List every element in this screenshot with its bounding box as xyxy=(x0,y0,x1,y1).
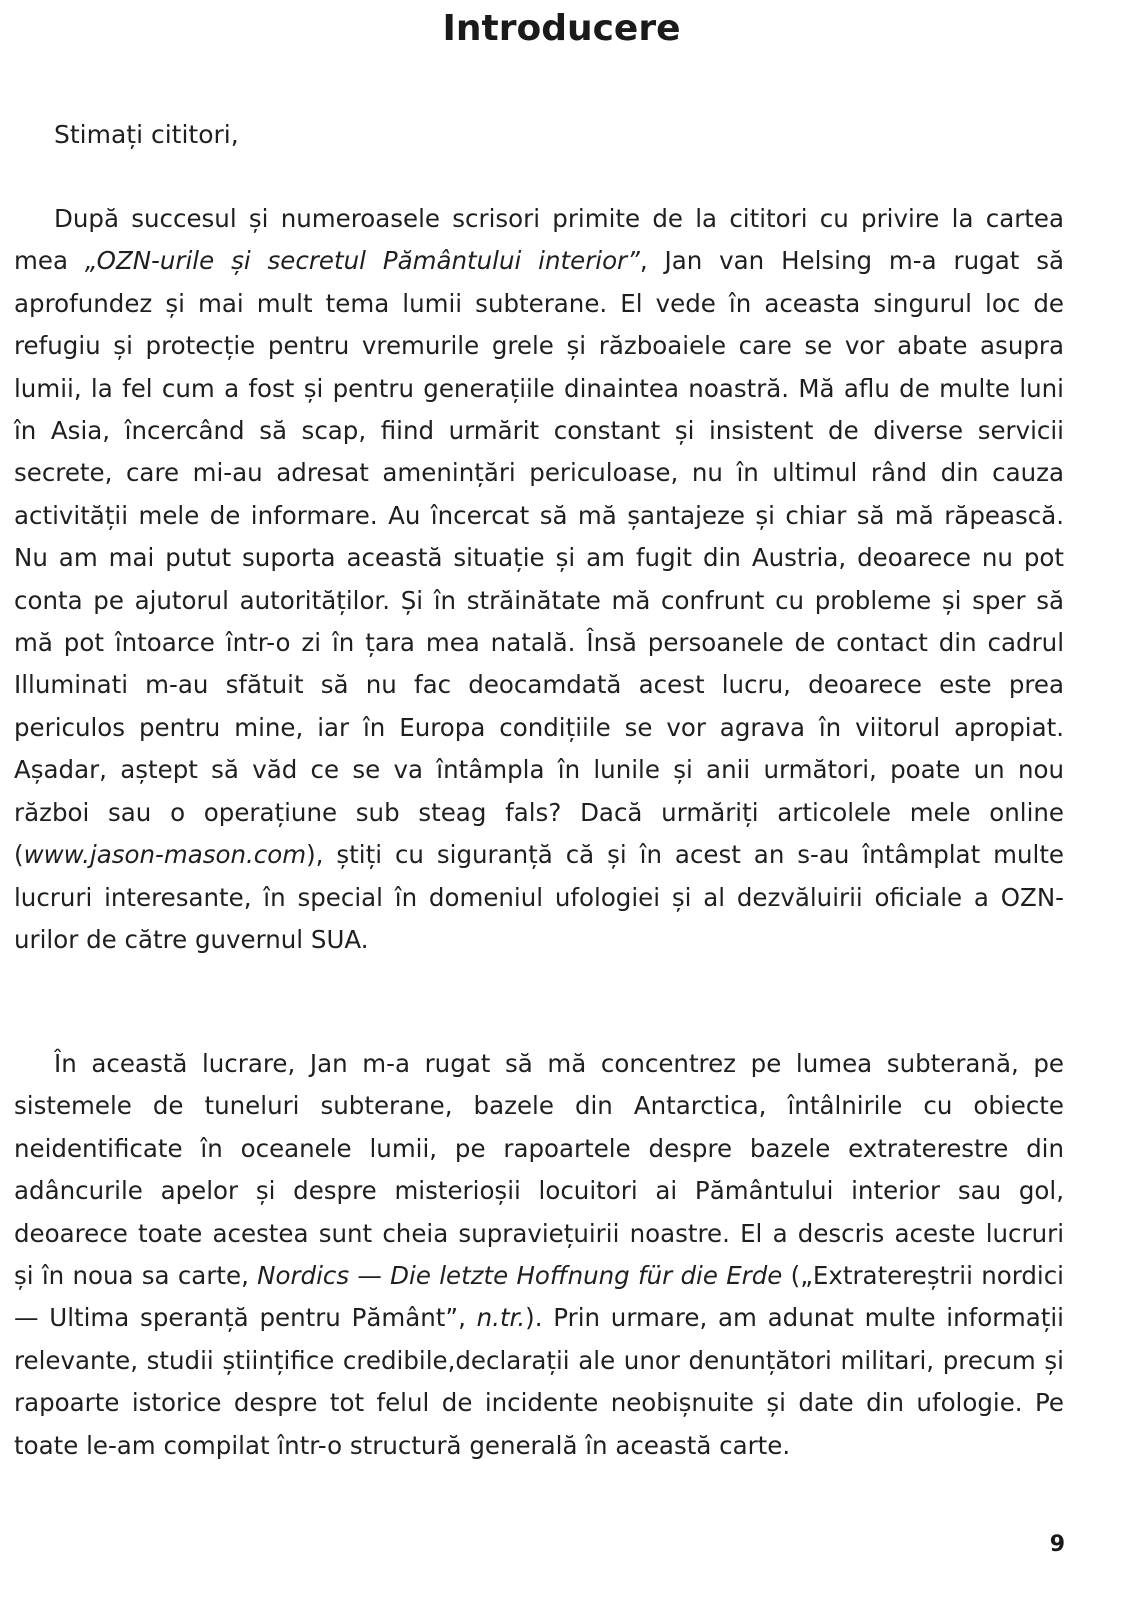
paragraph-1-text-c: ), știți cu siguranță că și în acest an s-au întâmplat multe lucruri interesante, în special în domeniul ufologiei și al dezvăluirii oficiale a OZN-urilor de către guvernul SUA. xyxy=(14,840,1064,954)
website-italic: www.jason-mason.com xyxy=(23,840,307,870)
paragraph-1-text-b: , Jan van Helsing m-a rugat să aprofundez și mai mult tema lumii subterane. El vede în aceasta singurul loc de refugiu și protecție pentru vremurile grele și războaiele care se vor abate asupra lumii, la fel cum a fost și pentru generațiile dinaintea noastră. Mă aflu de multe luni în Asia, încercând să scap, fiind urmărit constant și insistent de diverse servicii secrete, care mi-au adresat amenințări periculoase, nu în ultimul rând din cauza activității mele de informare. Au încercat să mă șantajeze și chiar să mă răpească. Nu am mai putut suporta această situație și am fugit din Austria, deoarece nu pot conta pe ajutorul autorităților. Și în străinătate mă confrunt cu probleme și sper să mă pot întoarce într-o zi în țara mea natală. Însă persoanele de contact din cadrul Illuminati m-au sfătuit să nu fac deocamdată acest lucru, deoarece este prea periculos pentru mine, iar în Europa condițiile se vor agrava în viitorul apropiat. Așadar, aștept să văd ce se va întâmpla în lunile și anii următori, poate un nou război sau o operațiune sub steag fals? Dacă urmăriți articolele mele online ( xyxy=(14,246,1064,870)
page-number: 9 xyxy=(1049,1532,1065,1557)
nordics-title-italic: Nordics — Die letzte Hoffnung für die Erde xyxy=(257,1261,783,1291)
paragraph-2 xyxy=(14,1043,1064,1467)
translator-note-italic: n.tr. xyxy=(476,1303,526,1333)
paragraph-2-text-a: În această lucrare, Jan m-a rugat să mă concentrez pe lumea subterană, pe sistemele de tuneluri subterane, bazele din Antarctica, întâlnirile cu obiecte neidentificate în oceanele lumii, pe rapoartele despre bazele extraterestre din adâncurile apelor și despre misterioșii locuitori ai Pământului interior sau gol, deoarece toate acestea sunt cheia supraviețuirii noastre. El a descris aceste lucruri și în noua sa carte, xyxy=(14,1049,1064,1291)
paragraph-2-text-b: („Extratereștrii nordici — Ultima speranță pentru Pământ”, xyxy=(14,1261,1064,1333)
chapter-heading: Introducere xyxy=(442,8,681,49)
paragraph-1-text-a: După succesul și numeroasele scrisori primite de la cititori cu privire la cartea mea xyxy=(14,204,1064,276)
paragraph-2-text-c: ). Prin urmare, am adunat multe informații relevante, studii științifice credibile,declarații ale unor denunțători militari, precum și rapoarte istorice despre tot felul de incidente neobișnuite și date din ufologie. Pe toate le-am compilat într-o structură generală în această carte. xyxy=(14,1303,1064,1460)
book-title-italic: „OZN-urile și secretul Pământului interior” xyxy=(84,246,640,276)
salutation: Stimați cititori, xyxy=(54,120,239,149)
paragraph-1 xyxy=(14,198,1064,961)
